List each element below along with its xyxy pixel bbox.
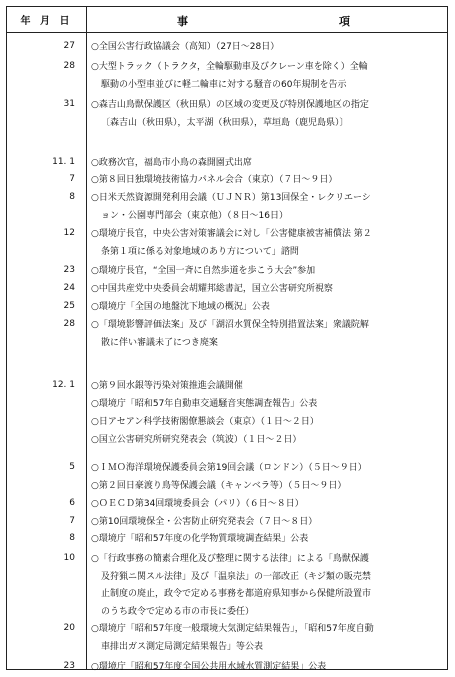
- row-item-line: ○大型トラック（トラクタ，全輪駆動車及びクレーン車を除く）全輪: [91, 62, 368, 72]
- table-frame: [6, 6, 448, 670]
- row-date: 12. 1: [52, 380, 75, 390]
- row-item: [91, 172, 443, 190]
- row-item: [91, 531, 443, 549]
- row-item-line: 止制度の廃止，政令で定める事務を都道府県知事から保健所設置市: [101, 589, 372, 599]
- row-item-line: ○環境庁「全国の地盤沈下地域の概況」公表: [91, 302, 270, 312]
- row-date: 27: [63, 41, 75, 51]
- row-date: 8: [69, 192, 75, 202]
- row-date: 28: [63, 61, 75, 71]
- row-item-line: ○環境庁「昭和57年自動車交通騒音実態調査報告」公表: [91, 399, 318, 409]
- row-item: [91, 496, 443, 514]
- row-item: [91, 281, 443, 299]
- row-date: 23: [63, 661, 75, 671]
- row-date: 11. 1: [52, 157, 75, 167]
- row-item: [91, 190, 443, 225]
- row-item-line: ○「環境影響評価法案」及び「湖沼水質保全特別措置法案」衆議院解: [91, 320, 369, 330]
- item-column-header: [87, 7, 447, 32]
- row-date: 7: [69, 516, 75, 526]
- row-item-line: ○第２回日豪渡り鳥等保護会議（キャンベラ等）（５日〜９日）: [91, 481, 347, 491]
- row-item: [91, 97, 443, 132]
- row-date: 23: [63, 265, 75, 275]
- row-date: 7: [69, 174, 75, 184]
- row-item: [91, 39, 443, 57]
- item-header-right: 項: [339, 15, 350, 28]
- row-date: 25: [63, 301, 75, 311]
- row-item: [91, 659, 443, 677]
- row-item: [91, 378, 443, 396]
- row-date: 20: [63, 623, 75, 633]
- row-item: [91, 299, 443, 317]
- row-item-line: ○政務次官，福島市小鳥の森開園式出席: [91, 158, 252, 168]
- table-header: [7, 7, 447, 33]
- row-item-line: ○全国公害行政協議会（高知）（27日〜28日）: [91, 42, 280, 52]
- row-item-line: 車排出ガス測定局測定結果報告」等公表: [101, 641, 264, 652]
- row-item: [91, 263, 443, 281]
- row-item-line: 条第１項に係る対象地域のあり方について」諮問: [101, 246, 299, 257]
- row-item-line: ○中国共産党中央委員会胡耀邦総書記，国立公害研究所視察: [91, 284, 333, 294]
- row-item: [91, 59, 443, 94]
- row-date: 10: [63, 553, 75, 563]
- row-item: [91, 155, 443, 173]
- row-date: 5: [69, 462, 75, 472]
- row-item-line: 〔森吉山（秋田県），太平湖（秋田県），草垣島（鹿児島県）〕: [101, 117, 349, 128]
- row-item: [91, 432, 443, 450]
- row-item-line: ○第８回日独環境技術協力パネル会合（東京）（７日〜９日）: [91, 175, 338, 185]
- item-header-left: 事: [177, 15, 188, 28]
- row-date: 24: [63, 283, 75, 293]
- row-date: 31: [63, 99, 75, 109]
- row-item-line: 駆動の小型車並びに軽二輪車に対する騒音の60年規制を告示: [101, 79, 347, 90]
- row-item-line: ○ＯＥＣＤ第34回環境委員会（パリ）（６日〜８日）: [91, 499, 304, 509]
- row-item: [91, 414, 443, 432]
- row-item-line: 散に伴い審議未了につき廃案: [101, 337, 218, 348]
- row-item-line: ○日米天然資源開発利用会議（ＵＪＮＲ）第13回保全・レクリエーシ: [91, 193, 371, 203]
- row-date: 12: [63, 228, 75, 238]
- row-item: [91, 460, 443, 478]
- row-item: [91, 226, 443, 261]
- row-item-line: ョン・公園専門部会（東京他）（８日〜16日）: [101, 210, 288, 221]
- row-item-line: ○環境庁「昭和57年度全国公共用水域水質測定結果」公表: [91, 662, 327, 672]
- row-date: 28: [63, 319, 75, 329]
- row-item-line: ○森吉山鳥獣保護区（秋田県）の区域の変更及び特別保護地区の指定: [91, 100, 369, 110]
- row-item-line: のうち政令で定める市の市長に委任）: [101, 606, 255, 617]
- row-item-line: ○日アセアン科学技術閣僚懇談会（東京）（１日〜２日）: [91, 417, 319, 427]
- row-date: 8: [69, 533, 75, 543]
- row-item: [91, 478, 443, 496]
- row-item-line: ○国立公害研究所研究発表会（筑波）（１日〜２日）: [91, 435, 302, 445]
- column-divider: [86, 32, 87, 670]
- date-column-header: 年 月 日: [7, 7, 87, 32]
- row-item-line: 及狩猟ニ関スル法律」及び「温泉法」の一部改正（キジ類の販売禁: [101, 571, 371, 582]
- row-item-line: ○環境庁長官，中央公害対策審議会に対し「公害健康被害補償法 第２: [91, 229, 372, 239]
- row-item: [91, 621, 443, 656]
- row-item-line: ○第９回水銀等汚染対策推進会議開催: [91, 381, 243, 391]
- row-date: 6: [69, 498, 75, 508]
- row-item-line: ○ＩＭＯ海洋環境保護委員会第19回会議（ロンドン）（５日〜９日）: [91, 463, 367, 473]
- row-item: [91, 551, 443, 621]
- row-item-line: ○環境庁「昭和57年度一般環境大気測定結果報告」，「昭和57年度自動: [91, 624, 374, 634]
- row-item-line: ○環境庁「昭和57年度の化学物質環境調査結果」公表: [91, 534, 309, 544]
- row-item: [91, 514, 443, 532]
- row-item: [91, 396, 443, 414]
- row-item-line: ○第10回環境保全・公害防止研究発表会（７日〜８日）: [91, 517, 318, 527]
- row-item: [91, 317, 443, 352]
- row-item-line: ○環境庁長官，“全国一斉に自然歩道を歩こう大会”参加: [91, 266, 316, 276]
- row-item-line: ○「行政事務の簡素合理化及び整理に関する法律」による「鳥獣保護: [91, 554, 369, 564]
